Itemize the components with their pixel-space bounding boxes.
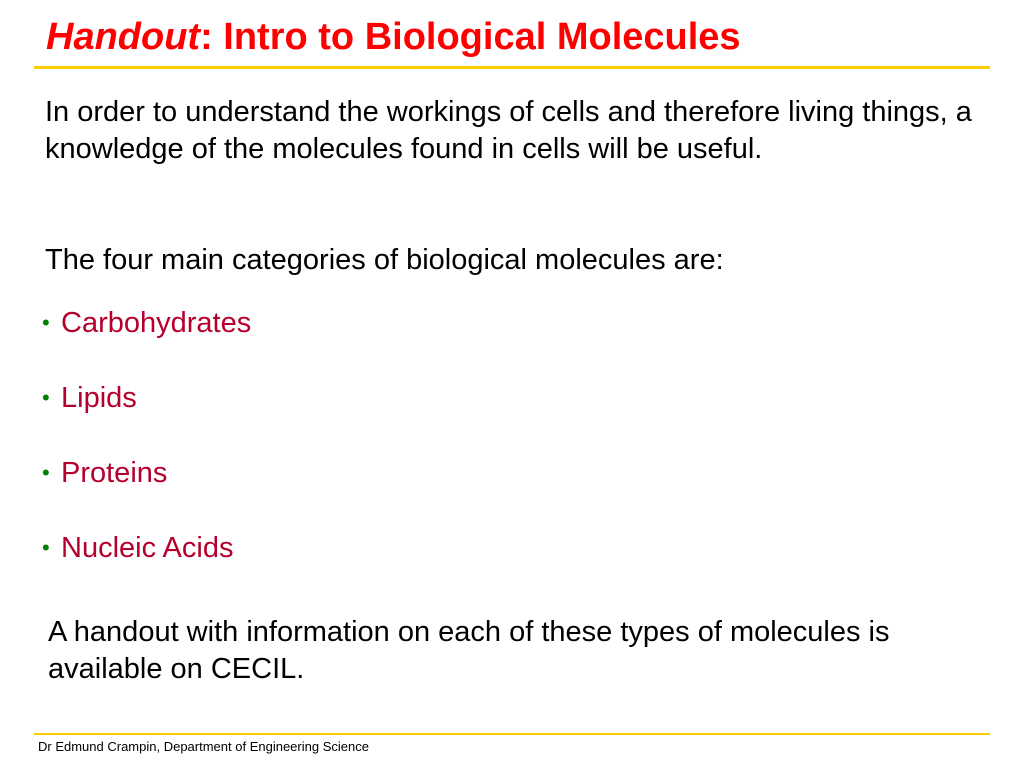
slide-title xyxy=(46,14,741,60)
footer-credit: Dr Edmund Crampin, Department of Engineering Science xyxy=(38,739,369,754)
list-item-lipids xyxy=(42,378,251,453)
intro-paragraph: In order to understand the workings of cells and therefore living things, a knowledge of the molecules found in cells will be useful. xyxy=(45,96,972,165)
list-item-carbohydrates xyxy=(42,303,251,378)
footer-divider xyxy=(34,733,990,735)
lead-in-text: The four main categories of biological molecules are: xyxy=(45,244,724,276)
slide-title-rest: : Intro to Biological Molecules xyxy=(200,16,741,58)
bullet-marker: • xyxy=(42,310,50,335)
list-item-proteins xyxy=(42,453,251,528)
list-item-label: Lipids xyxy=(61,382,137,414)
title-divider xyxy=(34,66,990,69)
list-item-label: Carbohydrates xyxy=(61,307,252,339)
bullet-marker: • xyxy=(42,385,50,410)
closing-paragraph: A handout with information on each of these types of molecules is available on CECIL. xyxy=(48,616,890,685)
list-item-label: Nucleic Acids xyxy=(61,532,234,564)
bullet-marker: • xyxy=(42,460,50,485)
slide-title-italic: Handout xyxy=(46,16,201,58)
molecule-category-list xyxy=(42,303,251,603)
list-item-nucleic-acids xyxy=(42,528,251,603)
bullet-marker: • xyxy=(42,535,50,560)
list-item-label: Proteins xyxy=(61,457,168,489)
